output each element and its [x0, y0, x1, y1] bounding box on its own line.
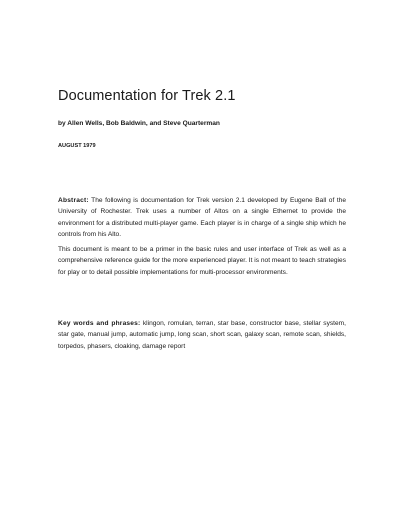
keywords-label: Key words and phrases:	[58, 320, 141, 327]
abstract-text: The following is documentation for Trek version 2.1 developed by Eugene Ball of the University of Rochester. Trek uses a number of Altos on a single Ethernet to provide the environment for a distributed multi-player game. Each player is in charge of a single ship which he controls from his Alto.	[58, 197, 346, 239]
keywords-paragraph	[58, 318, 346, 352]
keywords-text: klingon, romulan, terran, star base, constructor base, stellar system, star gate, manual jump, automatic jump, long scan, short scan, galaxy scan, remote scan, shields, torpedos, phasers, cloaking, damage report	[58, 320, 346, 350]
document-title: Documentation for Trek 2.1	[58, 88, 236, 104]
primer-paragraph: This document is meant to be a primer in the basic rules and user interface of Trek as well as a comprehensive reference guide for the more experienced player. It is not meant to teach strategies for play or to detail possible implementations for multi-processor environments.	[58, 246, 346, 276]
abstract-label: Abstract:	[58, 197, 89, 204]
abstract-paragraph	[58, 195, 346, 241]
publication-date: AUGUST 1979	[58, 143, 96, 149]
author-line: by Allen Wells, Bob Baldwin, and Steve Quarterman	[58, 120, 220, 127]
